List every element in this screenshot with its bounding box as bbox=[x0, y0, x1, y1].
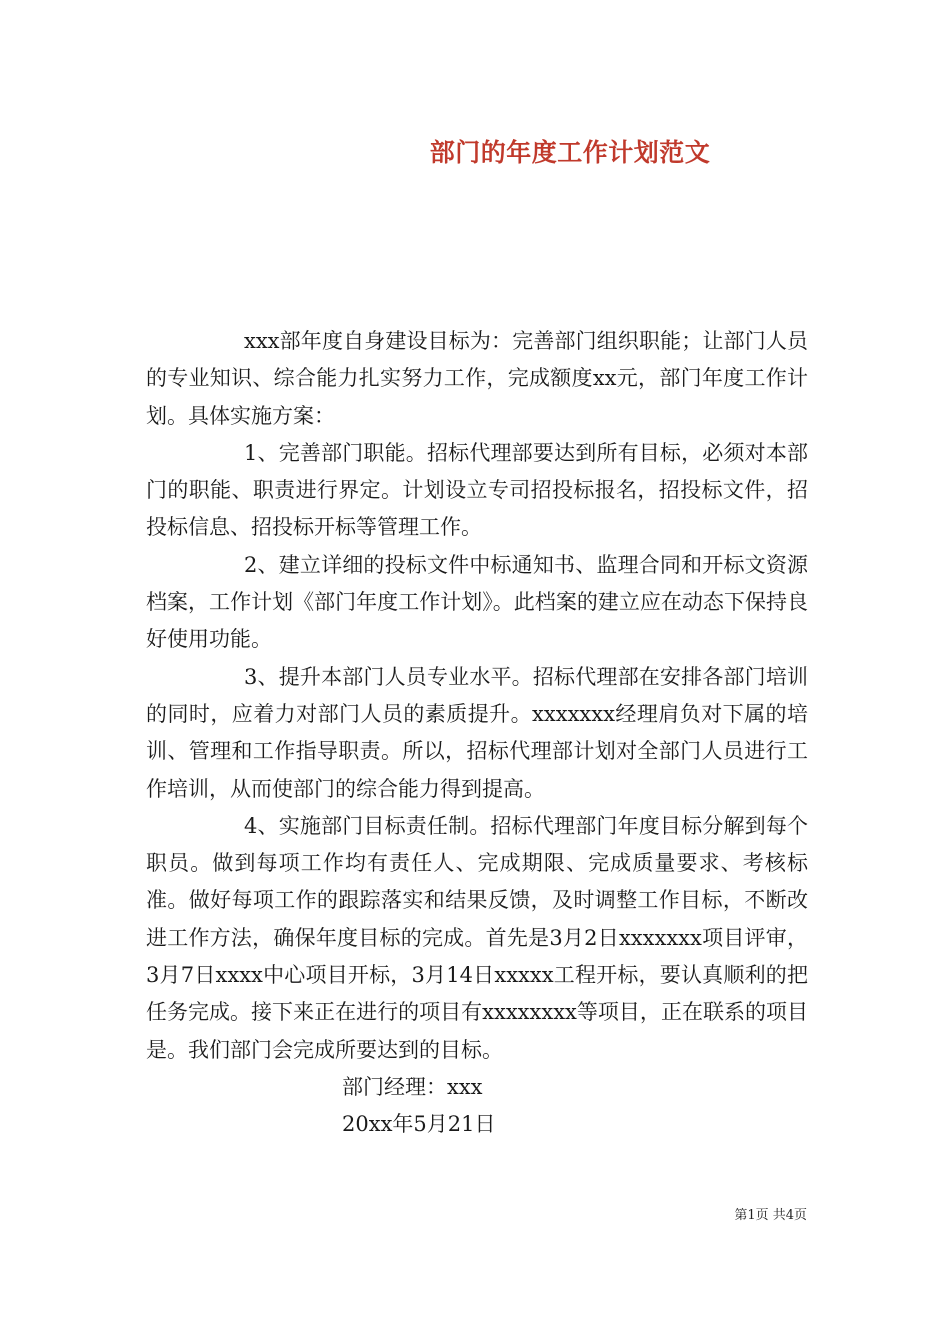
paragraph-item-2: 2、建立详细的投标文件中标通知书、监理合同和开标文资源档案，工作计划《部门年度工作计划》。此档案的建立应在动态下保持良好使用功能。 bbox=[146, 552, 808, 652]
signature-manager: 部门经理：xxx bbox=[342, 1074, 483, 1099]
paragraph-item-1: 1、完善部门职能。招标代理部要达到所有目标，必须对本部门的职能、职责进行界定。计划设立专司招投标报名，招投标文件，招投标信息、招投标开标等管理工作。 bbox=[146, 440, 808, 540]
signature-date: 20xx年5月21日 bbox=[342, 1112, 496, 1137]
paragraph-intro: xxx部年度自身建设目标为：完善部门组织职能；让部门人员的专业知识、综合能力扎实努力工作，完成额度xx元，部门年度工作计划。具体实施方案： bbox=[146, 329, 808, 428]
paragraph-item-4: 4、实施部门目标责任制。招标代理部门年度目标分解到每个职员。做到每项工作均有责任人、完成期限、完成质量要求、考核标准。做好每项工作的跟踪落实和结果反馈，及时调整工作目标，不断改进工作方法，确保年度目标的完成。首先是3月2日xxxxxxx项目评审，3月7日xxxx中心项目开标，3月14日xxxxx工程开标，要认真顺利的把任务完成。接下来正在进行的项目有xxxxxxxx等项目，正在联系的项目是。我们部门会完成所要达到的目标。 bbox=[146, 813, 808, 1062]
document-title: 部门的年度工作计划范文 bbox=[429, 138, 711, 167]
document-body bbox=[146, 323, 808, 1144]
paragraph-item-3: 3、提升本部门人员专业水平。招标代理部在安排各部门培训的同时，应着力对部门人员的素质提升。xxxxxxx经理肩负对下属的培训、管理和工作指导职责。所以，招标代理部计划对全部门人员进行工作培训，从而使部门的综合能力得到提高。 bbox=[146, 664, 808, 801]
page-number-footer: 第1页 共4页 bbox=[734, 1208, 807, 1223]
